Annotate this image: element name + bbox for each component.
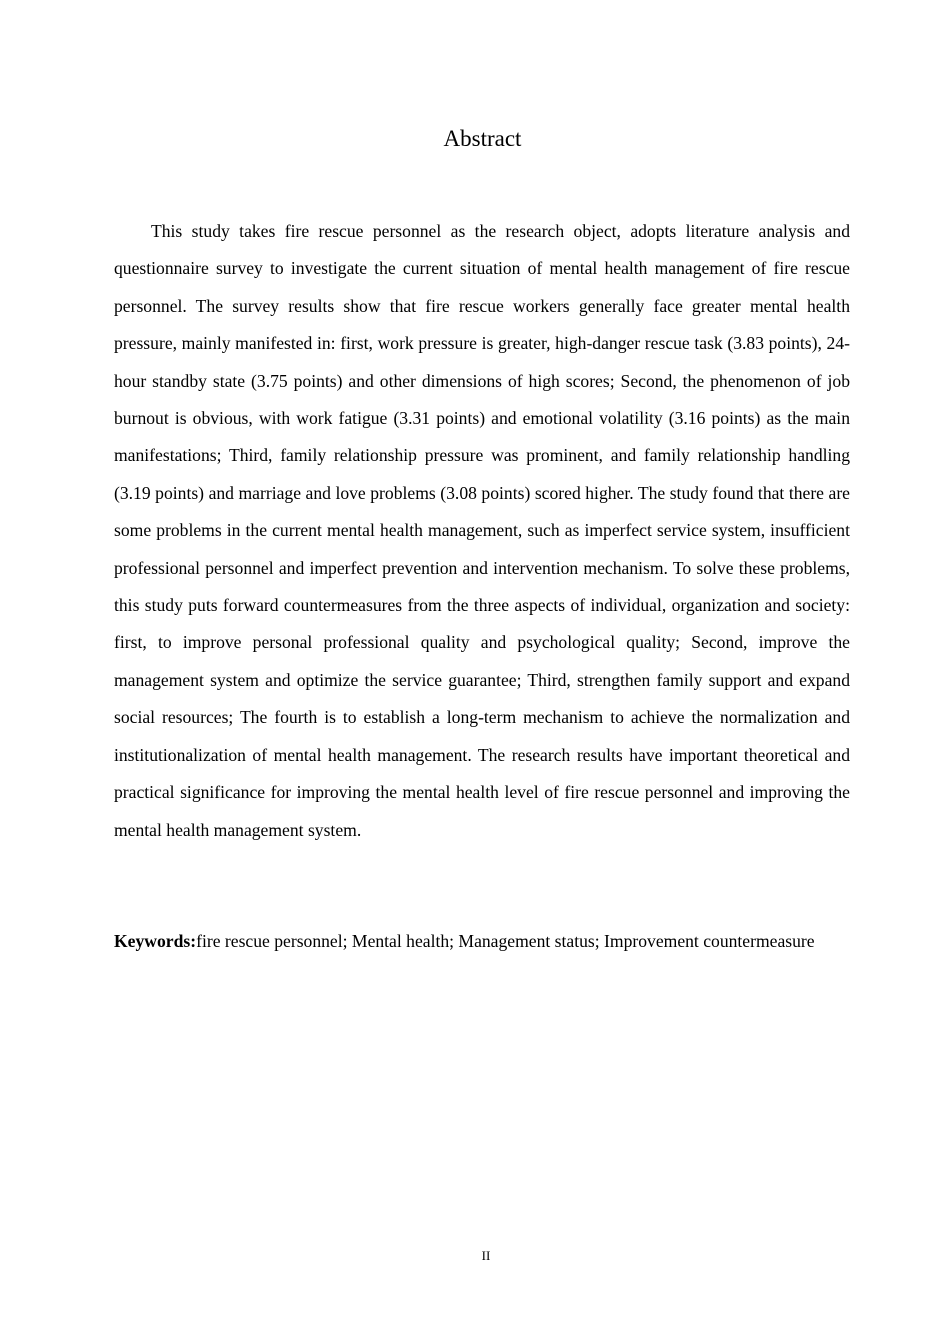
abstract-body: This study takes fire rescue personnel as the research object, adopts literature analysis and questionnaire survey to investigate the current situation of mental health management of fire rescue personnel. The survey results show that fire rescue workers generally face greater mental health pressure, mainly manifested in: first, work pressure is greater, high-danger rescue task (3.83 points), 24-hour standby state (3.75 points) and other dimensions of high scores; Second, the phenomenon of job burnout is obvious, with work fatigue (3.31 points) and emotional volatility (3.16 points) as the main manifestations; Third, family relationship pressure was prominent, and family relationship handling (3.19 points) and marriage and love problems (3.08 points) scored higher. The study found that there are some problems in the current mental health management, such as imperfect service system, insufficient professional personnel and imperfect prevention and intervention mechanism. To solve these problems, this study puts forward countermeasures from the three aspects of individual, organization and society: first, to improve personal professional quality and psychological quality; Second, improve the management system and optimize the service guarantee; Third, strengthen family support and expand social resources; The fourth is to establish a long-term mechanism to achieve the normalization and institutionalization of mental health management. The research results have important theoretical and practical significance for improving the mental health level of fire rescue personnel and improving the mental health management system. [114,221,850,840]
keywords-paragraph [114,923,850,960]
keywords-text: fire rescue personnel; Mental health; Management status; Improvement countermeasure [196,931,815,951]
abstract-title: Abstract [443,126,522,151]
page-number: II [481,1248,491,1263]
keywords-label: Keywords: [114,931,197,951]
